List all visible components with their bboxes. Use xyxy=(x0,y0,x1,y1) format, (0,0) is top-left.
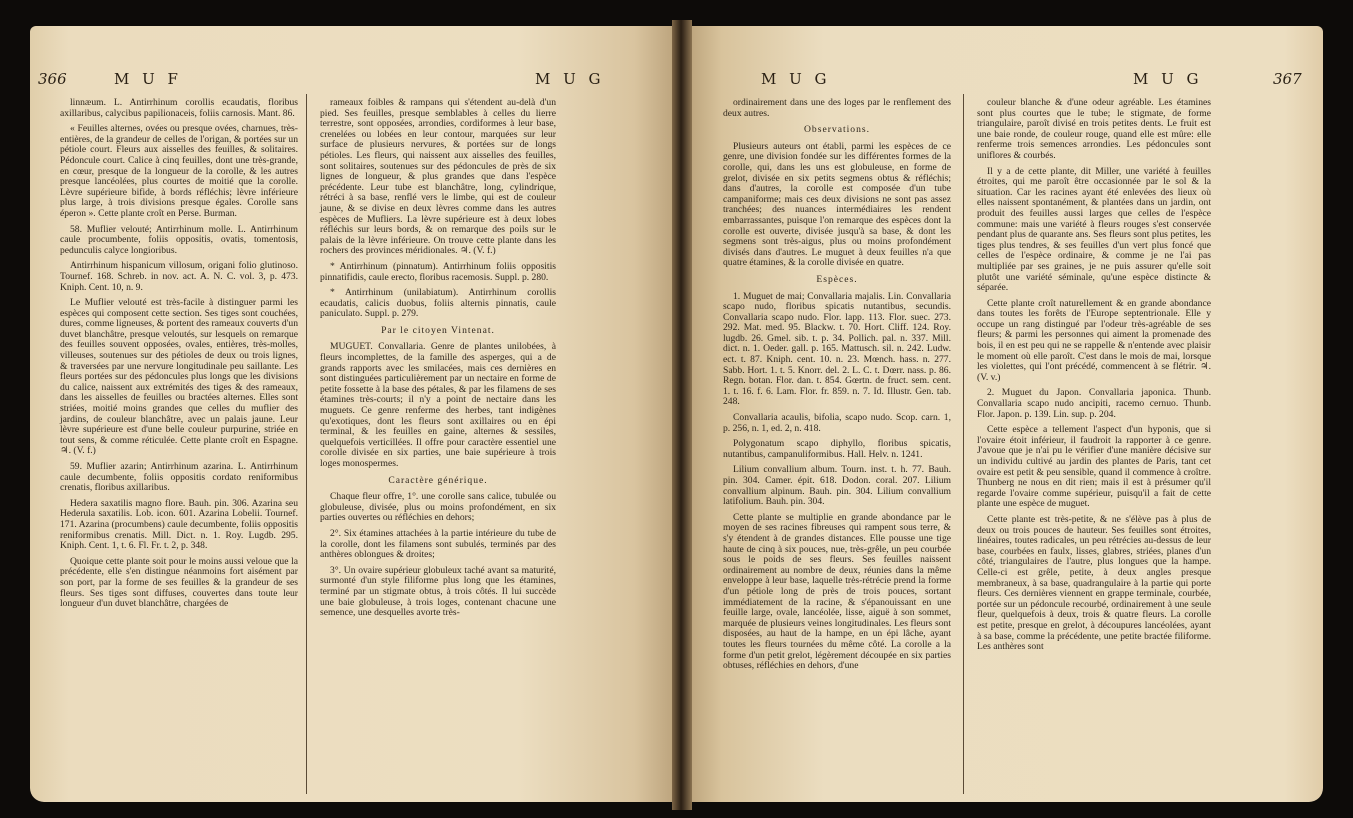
paragraph: 3°. Un ovaire supérieur globuleux taché avant sa maturité, surmonté d'un style filiforme plus long que les étamines, terminé par un stigmate obtus, à trois côtés. Il lui succède une baie globuleuse, à trois loges, contenant chacune une semence, une desquelles avorte très- xyxy=(320,564,556,619)
column-divider xyxy=(306,94,307,794)
paragraph: * Antirrhinum (unilabiatum). Antirrhinum corollis ecaudatis, calicis duobus, foliis alternis pinnatis, caule paniculato. Suppl. p. 279. xyxy=(320,287,556,320)
paragraph: * Antirrhinum (pinnatum). Antirrhinum foliis oppositis pinnatifidis, caule erecto, floribus racemosis. Suppl. p. 280. xyxy=(320,260,556,283)
paragraph: Cette espèce a tellement l'aspect d'un hyponis, que si l'ovaire étoit inférieur, il faudroit la rapporter à ce genre. J'avoue que je n'ai pu le vérifier d'une manière décisive sur un individu cultivé au jardin des plantes de Paris, tant cet ovaire est petit & peu sensible, quand il commence à croître. Thunberg ne nous en dit rien; mais il est à présumer qu'il regarde l'ovaire comme supérieur, puisqu'il a fait de cette plante une espèce de muguet. xyxy=(977,424,1211,510)
right-page xyxy=(683,26,1323,802)
paragraph: couleur blanche & d'une odeur agréable. Les étamines sont plus courtes que le tube; le stigmate, de forme triangulaire, paroît divisé en trois petites dents. Le fruit est une baie ronde, de couleur rouge, quand elle est mûre: elle renferme trois semences arrondies. Les pédoncules sont uniflores & courbés. xyxy=(977,97,1211,161)
paragraph: Plusieurs auteurs ont établi, parmi les espèces de ce genre, une division fondée sur les différentes formes de la corolle, qui, dans les uns est globuleuse, en forme de grelot, divisée en six petits segmens obtus & réfléchis; dans d'autres, la corolle est composée d'un tube campaniforme; mais ces deux divisions ne sont pas assez tranchées; des nuances intermédiaires les rendent embarrassantes, puisque l'on remarque des espèces dont la corolle est ouverte, divisée jusqu'à sa base, & dont les segmens sont très-aigus, plus ou moins profondément divisés dans d'autres. Le muguet à deux feuilles n'a que quatre étamines, & la corolle divisée en quatre. xyxy=(723,140,951,269)
left-column-2 xyxy=(320,98,556,624)
paragraph: Cette plante est très-petite, & ne s'élève pas à plus de deux ou trois pouces de hauteur. Ses feuilles sont étroites, linéaires, toutes radicales, un peu rétrécies au-dessus de leur base, courbées en faulx, lisses, glabres, striées, planes d'un côté, triangulaires de l'autre, plus longues que la hampe. Celle-ci est grêle, petite, à deux angles presque membraneux, à sa base, quadrangulaire à la partie qui porte fleurs. Ces dernières viennent en grappe terminale, courbée, portée sur un pédoncule recourbé, ordinairement à une seule fleur, quelquefois à deux, trois & quatre fleurs. La corolle est petite, presque en grelot, à découpures lancéolées, ayant à sa base, comme la précédente, une petite bractée filiforme. Les anthères sont xyxy=(977,513,1211,653)
paragraph: Espèces. xyxy=(816,273,858,285)
paragraph: Cette plante croît naturellement & en grande abondance dans toutes les forêts de l'Europe septentrionale. Elle y occupe un rang distingué par l'odeur très-agréable de ses fleurs; & parmi les personnes qui aiment la promenade des bois, il en est peu qui ne se rappelle & n'entende avec plaisir le moment où elle paroît. C'est dans le mois de mai, lorsque les violettes, qui l'ont précédé, commencent à se flétrir. ♃. (V. v.) xyxy=(977,297,1211,383)
paragraph: Il y a de cette plante, dit Miller, une variété à feuilles étroites, qui me paroît être occasionnée par le sol & la situation. Car les racines ayant été enlevées des lieux où elles naissent spontanément, & plantées dans un jardin, ont produit des feuilles aussi larges que celles de l'espèce commune: mais une variété à fleurs rouges s'est conservée pendant plus de quarante ans. Ses fleurs sont plus petites, les tiges plus tendres, & ses feuilles d'un vert plus foncé que celles de l'espèce ordinaire, & comme je ne l'ai pas multipliée par ses graines, je ne puis assurer qu'elle soit plutôt une variété séminale, qu'une espèce distincte & séparée. xyxy=(977,165,1211,294)
left-column-1 xyxy=(60,98,298,615)
left-headword-2: M U G xyxy=(535,70,605,88)
paragraph: Chaque fleur offre, 1°. une corolle sans calice, tubulée ou globuleuse, divisée, plus ou moins profondément, en six parties ouvertes ou réfléchies en dehors; xyxy=(320,491,556,524)
column-divider xyxy=(963,94,964,794)
paragraph: 1. Muguet de mai; Convallaria majalis. Lin. Convallaria scapo nudo, floribus spicatis nutantibus, secundis. Convallaria scapo nudo. Flor. lapp. 113. Flor. suec. 273. 292. Mat. med. 95. Blackw. t. 70. Hort. Cliff. 124. Roy. lugdb. 26. Gmel. sib. t. p. 34. Pollich. pal. n. 337. Mill. dict. n. 1. Oeder. gall. p. 165. Mattusch. sil. n. 242. Ludw. ect. t. 87. Kniph. cent. 10. n. 23. Mœnch. hass. n. 277. Sabb. Hort. 1. t. 5. Knorr. del. 2. L. C. t. Dœrr. nass. p. 86. Regn. botan. Flor. dan. t. 854. Gœrtn. de fruct. sem. cent. 1. t. 16. f. 6. Lam. Flor. fr. 859. n. 7. Id. Illustr. Gen. tab. 248. xyxy=(723,290,951,408)
paragraph: Cette plante se multiplie en grande abondance par le moyen de ses racines fibreuses qui rampent sous terre, & s'y étendent à de grandes distances. Elle pousse une tige haute de cinq à six pouces, nue, très-grêle, un peu courbée sous le poids de ses fleurs. Ses feuilles naissent ordinairement au nombre de deux, réunies dans la même enveloppe à leur base, laquelle très-rétrécie prend la forme d'un pétiole long de près de trois pouces, sortant immédiatement de la racine, & s'épanouissant en une feuille large, ovale, lancéolée, lisse, aiguë à son sommet, marquée de plusieurs veines longitudinales. Les fleurs sont disposées, au haut de la hampe, en un épi lâche, ayant toutes les fleurs tournées du même côté. La corolle a la forme d'un petit grelot, légèrement découpée en six parties obtuses, réfléchies en dehors, d'une xyxy=(723,511,951,672)
left-headword-1: M U F xyxy=(114,70,182,88)
paragraph: Par le citoyen Vintenat. xyxy=(381,324,495,336)
paragraph: ordinairement dans une des loges par le renflement des deux autres. xyxy=(723,97,951,119)
paragraph: Hedera saxatilis magno flore. Bauh. pin. 306. Azarina seu Hederula saxatilis. Lob. icon. 601. Azarina Lobelii. Tournef. 171. Azarina (procumbens) caule decumbente, foliis oppositis reniformibus crenatis. Mill. Dict. n. 1. Roy. Lugdb. 295. Kniph. Cent. 1, t. 6. Fl. Fr. t. 2, p. 348. xyxy=(60,497,298,552)
left-page-number: 366 xyxy=(38,70,67,88)
right-headword-1: M U G xyxy=(761,70,831,88)
right-page-number: 367 xyxy=(1273,70,1302,88)
paragraph: 2. Muguet du Japon. Convallaria japonica. Thunb. Convallaria scapo nudo ancipiti, racemo cernuo. Thunb. Flor. Japon. p. 139. Lin. sup. p. 204. xyxy=(977,387,1211,420)
paragraph: Caractère générique. xyxy=(388,474,488,486)
paragraph: Lilium convallium album. Tourn. inst. t. h. 77. Bauh. pin. 304. Camer. épit. 618. Dodon. coral. 207. Lilium convallium alpinum. Bauh. pin. 304. Lilium convallium latifolium. Bauh. pin. 304. xyxy=(723,464,951,508)
paragraph: « Feuilles alternes, ovées ou presque ovées, charnues, très-entières, de la grandeur de celles de l'origan, & portées sur un pétiole court. Fleurs aux aisselles des feuilles, & solitaires. Pédoncule court. Calice à cinq feuilles, dont une très-grande, en cœur, presque de la longueur de la corolle, & les autres presque lancéolées, plus courtes de moitié que la corolle. Lèvre supérieure bifide, à bords réfléchis; lèvre inférieure plus large, à trois divisions presque égales. Corolle sans éperon ». Cette plante croît en Perse. Burman. xyxy=(60,123,298,219)
paragraph: Quoique cette plante soit pour le moins aussi veloue que la précédente, elle s'en distingue néanmoins fort aisément par son port, par la forme de ses feuilles & la grandeur de ses fleurs. Ses tiges sont diffuses, couvertes dans toute leur longueur d'un duvet blanchâtre, chargées de xyxy=(60,555,298,610)
left-page xyxy=(30,26,680,802)
right-column-2 xyxy=(977,98,1211,658)
paragraph: 59. Muflier azarin; Antirrhinum azarina. L. Antirrhinum caule decumbente, foliis oppositis cordato reniformibus crenatis, floribus axillaribus. xyxy=(60,461,298,494)
paragraph: rameaux foibles & rampans qui s'étendent au-delà d'un pied. Ses feuilles, presque semblables à celles du lierre terrestre, sont opposées, arrondies, cordiformes à leur base, crenelées ou lobées en leur contour, marquées sur leur surface de plusieurs nervures, & portées sur de longs pétioles. Les fleurs, qui naissent aux aisselles des feuilles, sont solitaires, soutenues sur des pédoncules de près de six lignes de longueur, & plus grandes que dans l'espèce précédente. Leur tube est blanchâtre, long, cylindrique, rétréci à sa base, renflé vers le limbe, qui est de couleur jaune, & se divise en deux lèvres comme dans les autres espèces de Mufliers. La lèvre supérieure est à deux lobes réfléchis sur leurs bords, & on remarque des poils sur le palais de la lèvre inférieure. On trouve cette plante dans les rochers des provinces méridionales. ♃. (V. f.) xyxy=(320,97,556,257)
paragraph: 2°. Six étamines attachées à la partie intérieure du tube de la corolle, dont les filamens sont subulés, terminés par des anthères oblongues & droites; xyxy=(320,527,556,561)
right-column-1 xyxy=(723,98,951,677)
book-gutter xyxy=(672,20,692,810)
paragraph: MUGUET. Convallaria. Genre de plantes unilobées, à fleurs incomplettes, de la famille des asperges, qui a de grands rapports avec les smilacées, mais ces dernières en sont distinguées particulièrement par un nectaire en forme de petite fossette à la base des pétales, & par les filamens de ses étamines très-courts; il n'y a point de nectaire dans les muguets. Ce genre renferme des herbes, tant indigènes qu'exotiques, dont les fleurs sont axillaires ou en épi terminal, & les feuilles en gaine, alternes & sessiles, quelquefois verticillées. Il offre pour caractère essentiel une corolle divisée en six parties, une baie supérieure à trois loges monospermes. xyxy=(320,341,556,469)
paragraph: linnæum. L. Antirrhinum corollis ecaudatis, floribus axillaribus, calycibus papilionaceis, foliis carnosis. Mant. 86. xyxy=(60,97,298,119)
paragraph: Polygonatum scapo diphyllo, floribus spicatis, nutantibus, campanuliformibus. Hall. Helv. n. 1241. xyxy=(723,438,951,460)
right-headword-2: M U G xyxy=(1133,70,1203,88)
paragraph: Le Muflier velouté est très-facile à distinguer parmi les espèces qui composent cette section. Ses tiges sont couchées, dures, comme ligneuses, & portent des rameaux couverts d'un duvet blanchâtre, presque veloutés, sur lesquels on remarque des feuilles souvent opposées, ovales, entières, très-molles, villeuses, soutenues sur des pétioles de deux ou trois lignes, & traversées par une nervure longitudinale peu saillante. Les fleurs portées sur des pédoncules plus longs que les divisions du calice, naissent aux extrémités des tiges & des rameaux, dans les aisselles de feuilles ou bractées alternes. Elles sont striées, moitié moins grandes que celles du muflier des jardins, de couleur blanchâtre, avec un palais jaune. Leur lèvre supérieure est d'une belle couleur purpurine, striée en tout sens, & comme réticulée. Cette plante croît en Espagne. ♃. (V. f.) xyxy=(60,297,298,457)
paragraph: 58. Muflier velouté; Antirrhinum molle. L. Antirrhinum caule procumbente, foliis oppositis, ovatis, tomentosis, pedunculis calyce longioribus. xyxy=(60,223,298,256)
paragraph: Observations. xyxy=(803,124,871,136)
paragraph: Convallaria acaulis, bifolia, scapo nudo. Scop. carn. 1, p. 256, n. 1, ed. 2, n. 418. xyxy=(723,412,951,434)
paragraph: Antirrhinum hispanicum villosum, origani folio glutinoso. Tournef. 168. Schreb. in nov. act. A. N. C. vol. 3, p. 473. Kniph. Cent. 10, n. 9. xyxy=(60,260,298,293)
